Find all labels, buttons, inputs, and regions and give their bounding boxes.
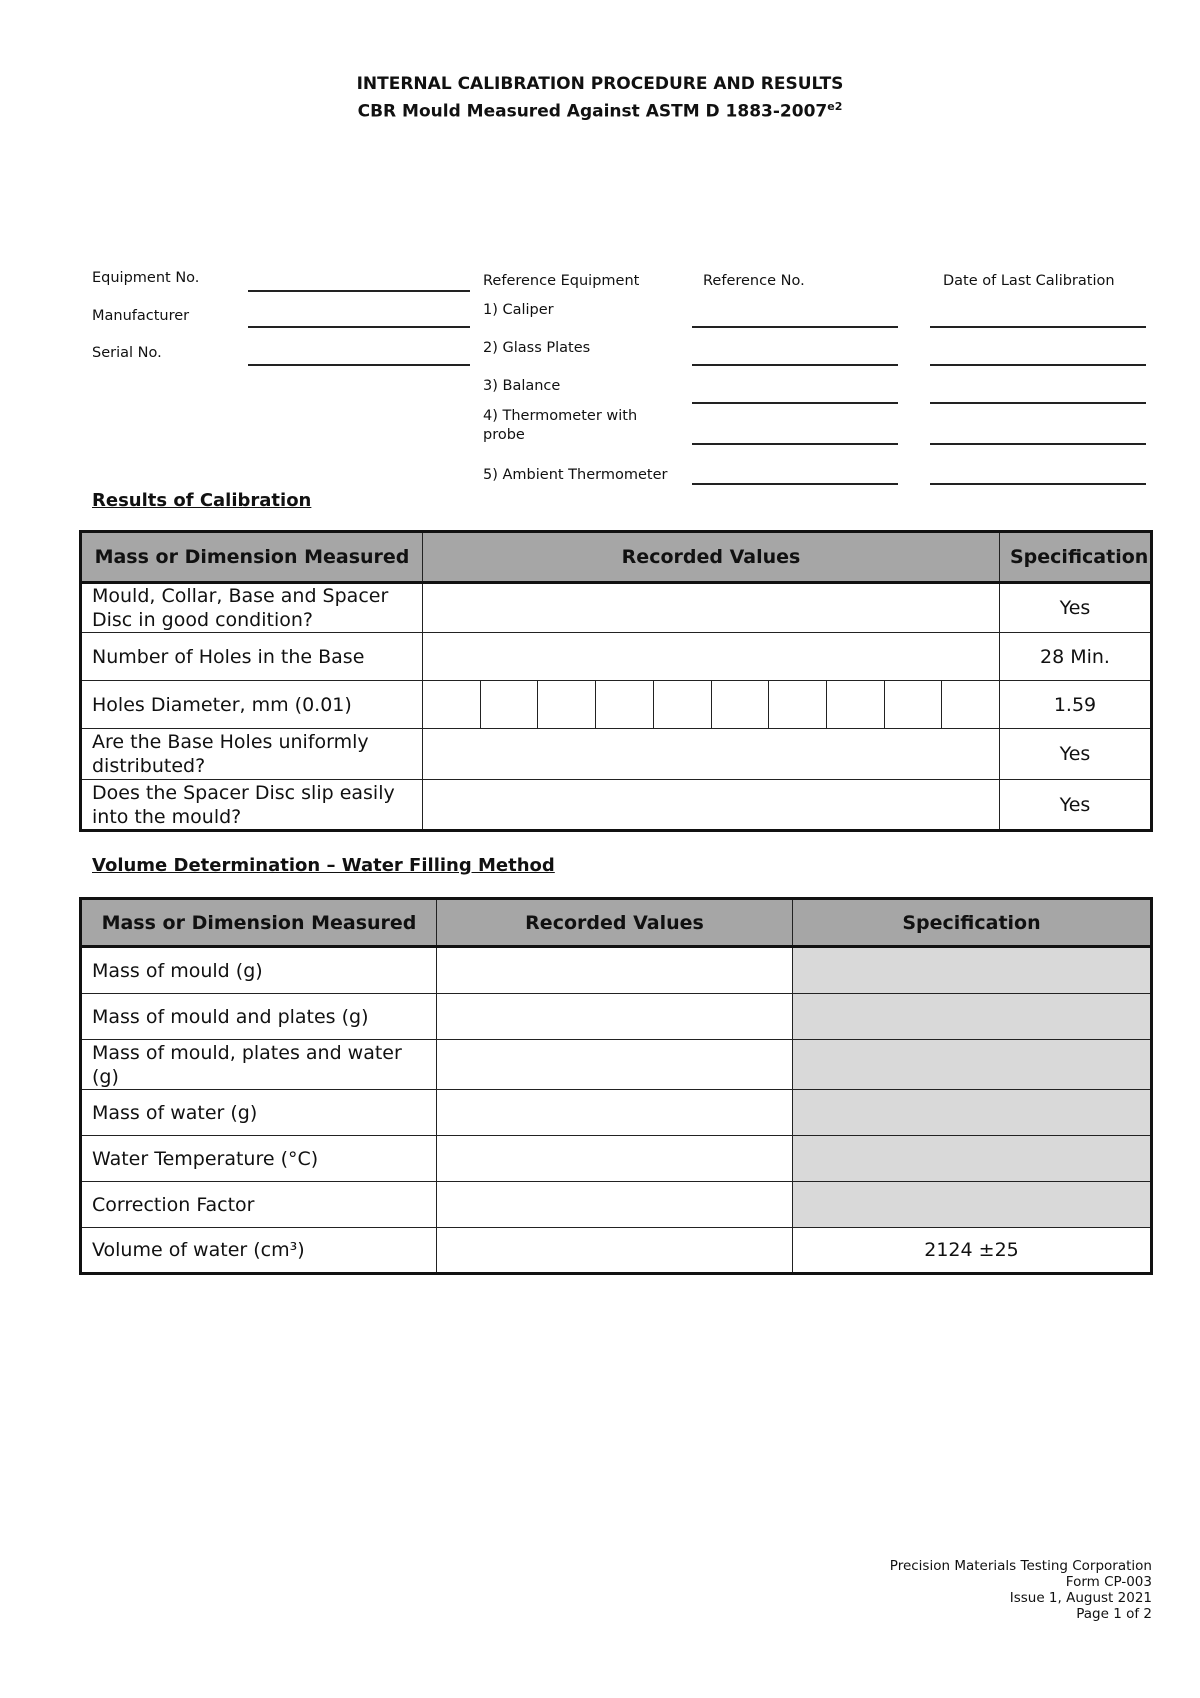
row-label: Mass of mould, plates and water (g) [81,1040,437,1090]
volume-table [79,897,1153,1275]
equipment-no-field[interactable] [248,290,470,292]
row-label: Holes Diameter, mm (0.01) [81,681,423,729]
results-table [79,530,1153,832]
row-label: Mass of water (g) [81,1090,437,1136]
spec-cell [793,994,1152,1040]
row-label: Correction Factor [81,1182,437,1228]
hole-diameter-cells [423,681,1000,729]
table-row [81,1040,1152,1090]
row-label: Water Temperature (°C) [81,1136,437,1182]
spec-cell: Yes [1000,729,1152,780]
volume-header-row [81,899,1152,947]
row-label: Mass of mould and plates (g) [81,994,437,1040]
reference-item-caliper: 1) Caliper [483,302,554,318]
reference-no-header: Reference No. [703,273,805,289]
subtitle-superscript: e2 [827,100,843,113]
caliper-ref-no-field[interactable] [692,326,898,328]
table-row [81,1136,1152,1182]
balance-date-field[interactable] [930,402,1146,404]
hole-diameter-cell[interactable] [423,681,480,728]
hole-diameter-cell[interactable] [537,681,595,728]
date-last-calibration-header: Date of Last Calibration [943,273,1115,289]
table-row [81,1228,1152,1274]
ambient-thermometer-date-field[interactable] [930,483,1146,485]
recorded-value-cell[interactable] [437,947,793,994]
footer-company: Precision Materials Testing Corporation [889,1558,1152,1574]
spec-cell: 2124 ±25 [793,1228,1152,1274]
hole-diameter-cell[interactable] [941,681,999,728]
results-heading: Results of Calibration [92,490,312,511]
volume-col-measured: Mass or Dimension Measured [81,899,437,947]
hole-diameter-cell[interactable] [884,681,942,728]
row-label: Are the Base Holes uniformly distributed? [81,729,423,780]
footer-issue: Issue 1, August 2021 [1009,1590,1152,1606]
page-subtitle [0,100,1200,122]
spec-cell: Yes [1000,583,1152,633]
table-row [81,947,1152,994]
serial-no-label: Serial No. [92,345,162,361]
recorded-value-cell[interactable] [423,583,1000,633]
footer-form: Form CP-003 [1065,1574,1152,1590]
glass-plates-ref-no-field[interactable] [692,364,898,366]
row-label: Mass of mould (g) [81,947,437,994]
subtitle-text: CBR Mould Measured Against ASTM D 1883-2007 [357,101,828,122]
recorded-value-cell[interactable] [437,1136,793,1182]
reference-item-balance: 3) Balance [483,378,561,394]
table-row [81,1182,1152,1228]
serial-no-field[interactable] [248,364,470,366]
row-label: Does the Spacer Disc slip easily into the mould? [81,780,423,831]
thermometer-probe-date-field[interactable] [930,443,1146,445]
table-row [81,1090,1152,1136]
recorded-value-cell[interactable] [437,1228,793,1274]
equipment-no-label: Equipment No. [92,270,200,286]
reference-item-thermometer-probe: 4) Thermometer with probe [483,408,638,443]
results-col-measured: Mass or Dimension Measured [81,532,423,583]
hole-diameter-cell[interactable] [480,681,538,728]
spec-cell: 28 Min. [1000,633,1152,681]
row-label: Volume of water (cm³) [81,1228,437,1274]
hole-diameter-cell[interactable] [711,681,769,728]
footer [890,1558,1152,1622]
hole-diameter-cell[interactable] [826,681,884,728]
row-label: Number of Holes in the Base [81,633,423,681]
table-row [81,780,1152,831]
recorded-value-cell[interactable] [437,1182,793,1228]
ambient-thermometer-ref-no-field[interactable] [692,483,898,485]
table-row [81,994,1152,1040]
table-row [81,729,1152,780]
recorded-value-cell[interactable] [437,1040,793,1090]
manufacturer-field[interactable] [248,326,470,328]
table-row [81,633,1152,681]
results-col-recorded: Recorded Values [423,532,1000,583]
spec-cell [793,1090,1152,1136]
spec-cell [793,1040,1152,1090]
hole-diameter-cell[interactable] [653,681,711,728]
spec-cell [793,1182,1152,1228]
recorded-value-cell[interactable] [423,780,1000,831]
manufacturer-label: Manufacturer [92,308,190,324]
caliper-date-field[interactable] [930,326,1146,328]
thermometer-probe-ref-no-field[interactable] [692,443,898,445]
spec-cell: Yes [1000,780,1152,831]
recorded-value-cell[interactable] [423,729,1000,780]
recorded-value-cell[interactable] [437,1090,793,1136]
page-title: INTERNAL CALIBRATION PROCEDURE AND RESULTS [356,74,844,94]
recorded-value-cell[interactable] [437,994,793,1040]
reference-item-ambient-thermometer: 5) Ambient Thermometer [483,467,668,483]
spec-cell: 1.59 [1000,681,1152,729]
table-row [81,583,1152,633]
results-header-row [81,532,1152,583]
balance-ref-no-field[interactable] [692,402,898,404]
volume-heading: Volume Determination – Water Filling Method [92,855,555,876]
glass-plates-date-field[interactable] [930,364,1146,366]
reference-equipment-header: Reference Equipment [483,273,640,289]
reference-item-glass-plates: 2) Glass Plates [483,340,591,356]
row-label: Mould, Collar, Base and Spacer Disc in good condition? [81,583,423,633]
volume-col-spec: Specification [793,899,1152,947]
spec-cell [793,1136,1152,1182]
footer-page: Page 1 of 2 [1076,1606,1152,1622]
spec-cell [793,947,1152,994]
hole-diameter-cell[interactable] [768,681,826,728]
table-row [81,681,1152,729]
volume-col-recorded: Recorded Values [437,899,793,947]
results-col-spec: Specification [1000,532,1152,583]
hole-diameter-cell[interactable] [595,681,653,728]
recorded-value-cell[interactable] [423,633,1000,681]
